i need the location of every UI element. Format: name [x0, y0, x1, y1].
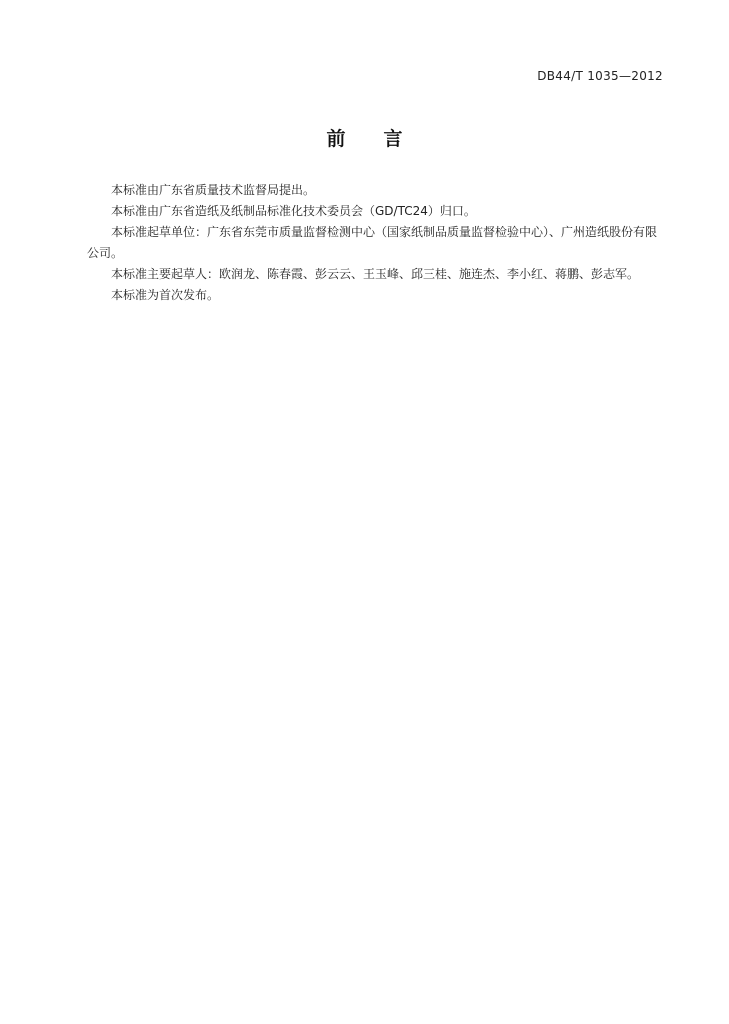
standard-number: DB44/T 1035—2012	[537, 69, 663, 83]
paragraph-drafting-units: 本标准起草单位：广东省东莞市质量监督检测中心（国家纸制品质量监督检验中心）、广州造纸股份有限公司。	[87, 225, 658, 260]
paragraph-committee: 本标准由广东省造纸及纸制品标准化技术委员会（GD/TC24）归口。	[111, 204, 476, 218]
paragraph-proposer: 本标准由广东省质量技术监督局提出。	[111, 183, 316, 197]
paragraph-drafters: 本标准主要起草人：欧润龙、陈春霞、彭云云、王玉峰、邱三桂、施连杰、李小红、蒋鹏、彭志军。	[111, 267, 640, 281]
paragraph-first-release: 本标准为首次发布。	[111, 288, 220, 302]
foreword-body	[87, 180, 663, 306]
page-title: 前言	[326, 128, 441, 150]
